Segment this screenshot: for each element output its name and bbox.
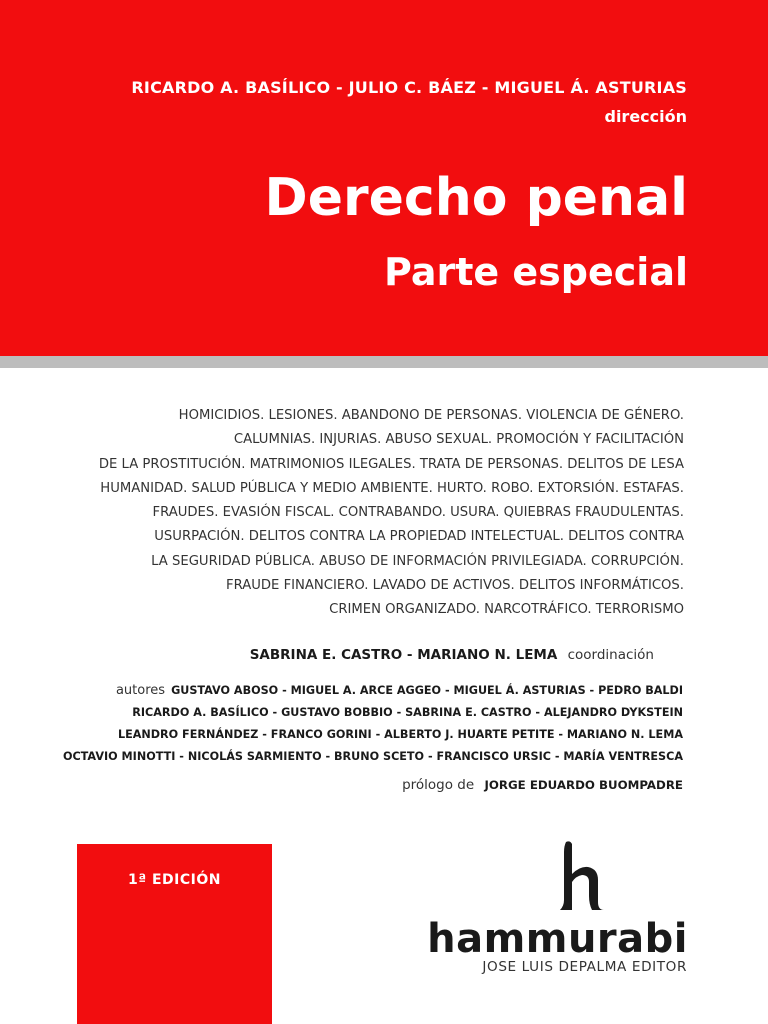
prologo-label: prólogo de [402, 777, 475, 793]
topics-list [44, 404, 684, 623]
topics-line: FRAUDE FINANCIERO. LAVADO DE ACTIVOS. DELITOS INFORMÁTICOS. [226, 578, 684, 594]
topics-line: FRAUDES. EVASIÓN FISCAL. CONTRABANDO. USURA. QUIEBRAS FRAUDULENTAS. [152, 505, 684, 521]
topics-line: HUMANIDAD. SALUD PÚBLICA Y MEDIO AMBIENTE. HURTO. ROBO. EXTORSIÓN. ESTAFAS. [100, 480, 684, 496]
topics-line: DE LA PROSTITUCIÓN. MATRIMONIOS ILEGALES. TRATA DE PERSONAS. DELITOS DE LESA [98, 456, 684, 472]
authors-names: GUSTAVO ABOSO - MIGUEL A. ARCE AGGEO - MIGUEL Á. ASTURIAS - PEDRO BALDI [171, 684, 683, 697]
authors-line: OCTAVIO MINOTTI - NICOLÁS SARMIENTO - BRUNO SCETO - FRANCISCO URSIC - MARÍA VENTRESCA [62, 750, 683, 763]
directors: RICARDO A. BASÍLICO - JULIO C. BÁEZ - MIGUEL Á. ASTURIAS [131, 78, 687, 97]
prologue-author: JORGE EDUARDO BUOMPADRE [484, 778, 683, 792]
topics-line: USURPACIÓN. DELITOS CONTRA LA PROPIEDAD INTELECTUAL. DELITOS CONTRA [154, 529, 684, 545]
topics-line: CALUMNIAS. INJURIAS. ABUSO SEXUAL. PROMOCIÓN Y FACILITACIÓN [233, 432, 684, 448]
topics-line: CRIMEN ORGANIZADO. NARCOTRÁFICO. TERRORISMO [329, 602, 684, 618]
topics-line: LA SEGURIDAD PÚBLICA. ABUSO DE INFORMACIÓN PRIVILEGIADA. CORRUPCIÓN. [151, 553, 684, 569]
authors-line: LEANDRO FERNÁNDEZ - FRANCO GORINI - ALBERTO J. HUARTE PETITE - MARIANO N. LEMA [117, 728, 683, 741]
book-subtitle: Parte especial [384, 250, 688, 294]
topics-line: HOMICIDIOS. LESIONES. ABANDONO DE PERSONAS. VIOLENCIA DE GÉNERO. [178, 408, 684, 423]
authors-block [43, 680, 683, 768]
edition-label: 1ª EDICIÓN [127, 872, 221, 888]
publisher-name: hammurabi [427, 916, 688, 962]
hammurabi-h-logo-icon [556, 840, 606, 912]
gray-divider-band [0, 356, 768, 368]
coordinators: SABRINA E. CASTRO - MARIANO N. LEMA [249, 647, 558, 663]
publisher-subtitle: JOSE LUIS DEPALMA EDITOR [482, 959, 687, 975]
prologue-line [402, 777, 683, 793]
coordinacion-label: coordinación [567, 647, 654, 663]
book-title: Derecho penal [264, 168, 688, 228]
autores-label: autores [115, 683, 166, 698]
red-header-panel [0, 0, 768, 356]
edition-box [77, 844, 272, 1024]
coordination-line [250, 647, 654, 663]
authors-line: RICARDO A. BASÍLICO - GUSTAVO BOBBIO - SABRINA E. CASTRO - ALEJANDRO DYKSTEIN [132, 706, 683, 719]
direccion-label: dirección [604, 107, 687, 126]
authors-line [43, 680, 683, 702]
